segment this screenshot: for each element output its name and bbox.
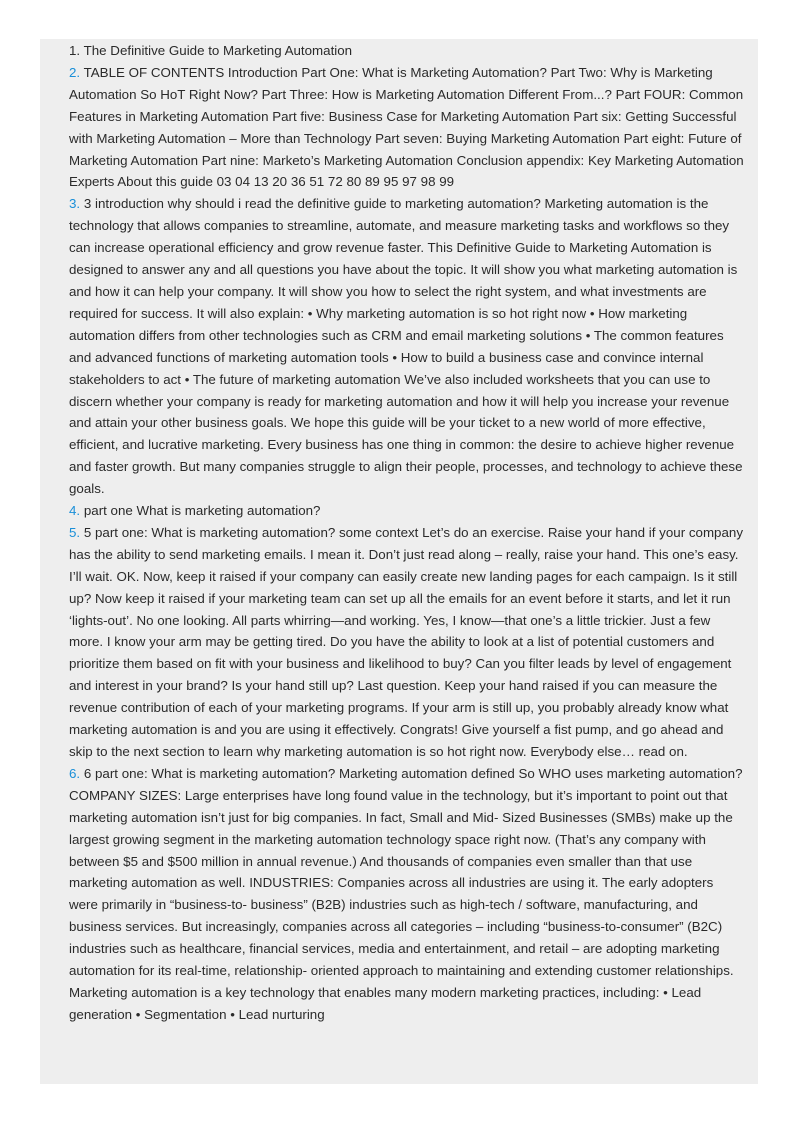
entry-3 (69, 193, 744, 500)
entry-text: TABLE OF CONTENTS Introduction Part One: What is Marketing Automation? Part Two: Why is Marketing Automation So HoT Right Now? Part Three: How is Marketing Automation Different From...? Part FOUR: Common Features in Marketing Automation Part five: Business Case for Marketing Automation Part six: Getting Successful with Marketing Automation – More than Technology Part seven: Buying Marketing Automation Part eight: Future of Marketing Automation Part nine: Marketo’s Marketing Automation Conclusion appendix: Key Marketing Automation Experts About this guide 03 04 13 20 36 51 72 80 89 95 97 98 99 (69, 64, 744, 190)
entry-6 (69, 763, 744, 1026)
entry-2 (69, 62, 744, 193)
entry-number-link[interactable]: 2. (69, 64, 81, 80)
entry-text: 3 introduction why should i read the definitive guide to marketing automation? Marketing automation is the technology that allows companies to streamline, automate, and measure marketing tasks and workflows so they can increase operational efficiency and grow revenue faster. This Definitive Guide to Marketing Automation is designed to answer any and all questions you have about the topic. It will show you what marketing automation is and how it can help your company. It will show you how to select the right system, and what investments are required for success. It will also explain: • Why marketing automation is so hot right now • How marketing automation differs from other technologies such as CRM and email marketing solutions • The common features and advanced functions of marketing automation tools • How to build a business case and convince internal stakeholders to act • The future of marketing automation We’ve also included worksheets that you can use to discern whether your company is ready for marketing automation and how it will help you increase your revenue and attain your other business goals. We hope this guide will be your ticket to a new world of more effective, efficient, and lucrative marketing. Every business has one thing in common: the desire to achieve higher revenue and faster growth. But many companies struggle to align their people, processes, and technology to achieve these goals. (69, 196, 743, 497)
entry-number-link[interactable]: 5. (69, 524, 81, 540)
entry-text: The Definitive Guide to Marketing Automation (83, 43, 353, 58)
document-content (40, 39, 758, 1084)
entry-4 (69, 500, 744, 522)
entry-number-link[interactable]: 4. (69, 503, 81, 519)
entry-text: 6 part one: What is marketing automation? Marketing automation defined So WHO uses marketing automation? COMPANY SIZES: Large enterprises have long found value in the technology, but it’s important to point out that marketing automation isn’t just for big companies. In fact, Small and Mid- Sized Businesses (SMBs) make up the largest growing segment in the marketing automation technology space right now. (That’s any company with between $5 and $500 million in annual revenue.) And thousands of companies even smaller than that use marketing automation as well. INDUSTRIES: Companies across all industries are using it. The early adopters were primarily in “business-to- business” (B2B) industries such as high-tech / software, manufacturing, and business services. But increasingly, companies across all categories – including “business-to-consumer” (B2C) industries such as healthcare, financial services, media and entertainment, and retail – are adopting marketing automation for its real-time, relationship- oriented approach to maintaining and extending customer relationships. Marketing automation is a key technology that enables many modern marketing practices, including: • Lead generation • Segmentation • Lead nurturing (69, 765, 743, 1022)
entry-text: part one What is marketing automation? (83, 503, 321, 519)
entry-number: 1. (69, 43, 81, 58)
entry-1 (69, 40, 744, 62)
entry-text: 5 part one: What is marketing automation? some context Let’s do an exercise. Raise your hand if your company has the ability to send marketing emails. I mean it. Don’t just read along – really, raise your hand. This one’s easy. I’ll wait. OK. Now, keep it raised if your company can easily create new landing pages for each campaign. Is it still up? Now keep it raised if your marketing team can set up all the emails for an event before it starts, and let it run ‘lights-out’. No one looking. All parts whirring—and working. Yes, I know—that one’s a little trickier. Just a few more. I know your arm may be getting tired. Do you have the ability to look at a list of potential customers and prioritize them based on fit with your business and likelihood to buy? Can you filter leads by level of engagement and interest in your brand? Is your hand still up? Last question. Keep your hand raised if you can measure the revenue contribution of each of your marketing programs. If your arm is still up, you probably already know what marketing automation is and you are using it effectively. Congrats! Give yourself a fist pump, and go ahead and skip to the next section to learn why marketing automation is so hot right now. Everybody else… read on. (69, 524, 743, 759)
entry-number-link[interactable]: 3. (69, 196, 81, 212)
entry-number-link[interactable]: 6. (69, 765, 81, 781)
entry-5 (69, 522, 744, 763)
